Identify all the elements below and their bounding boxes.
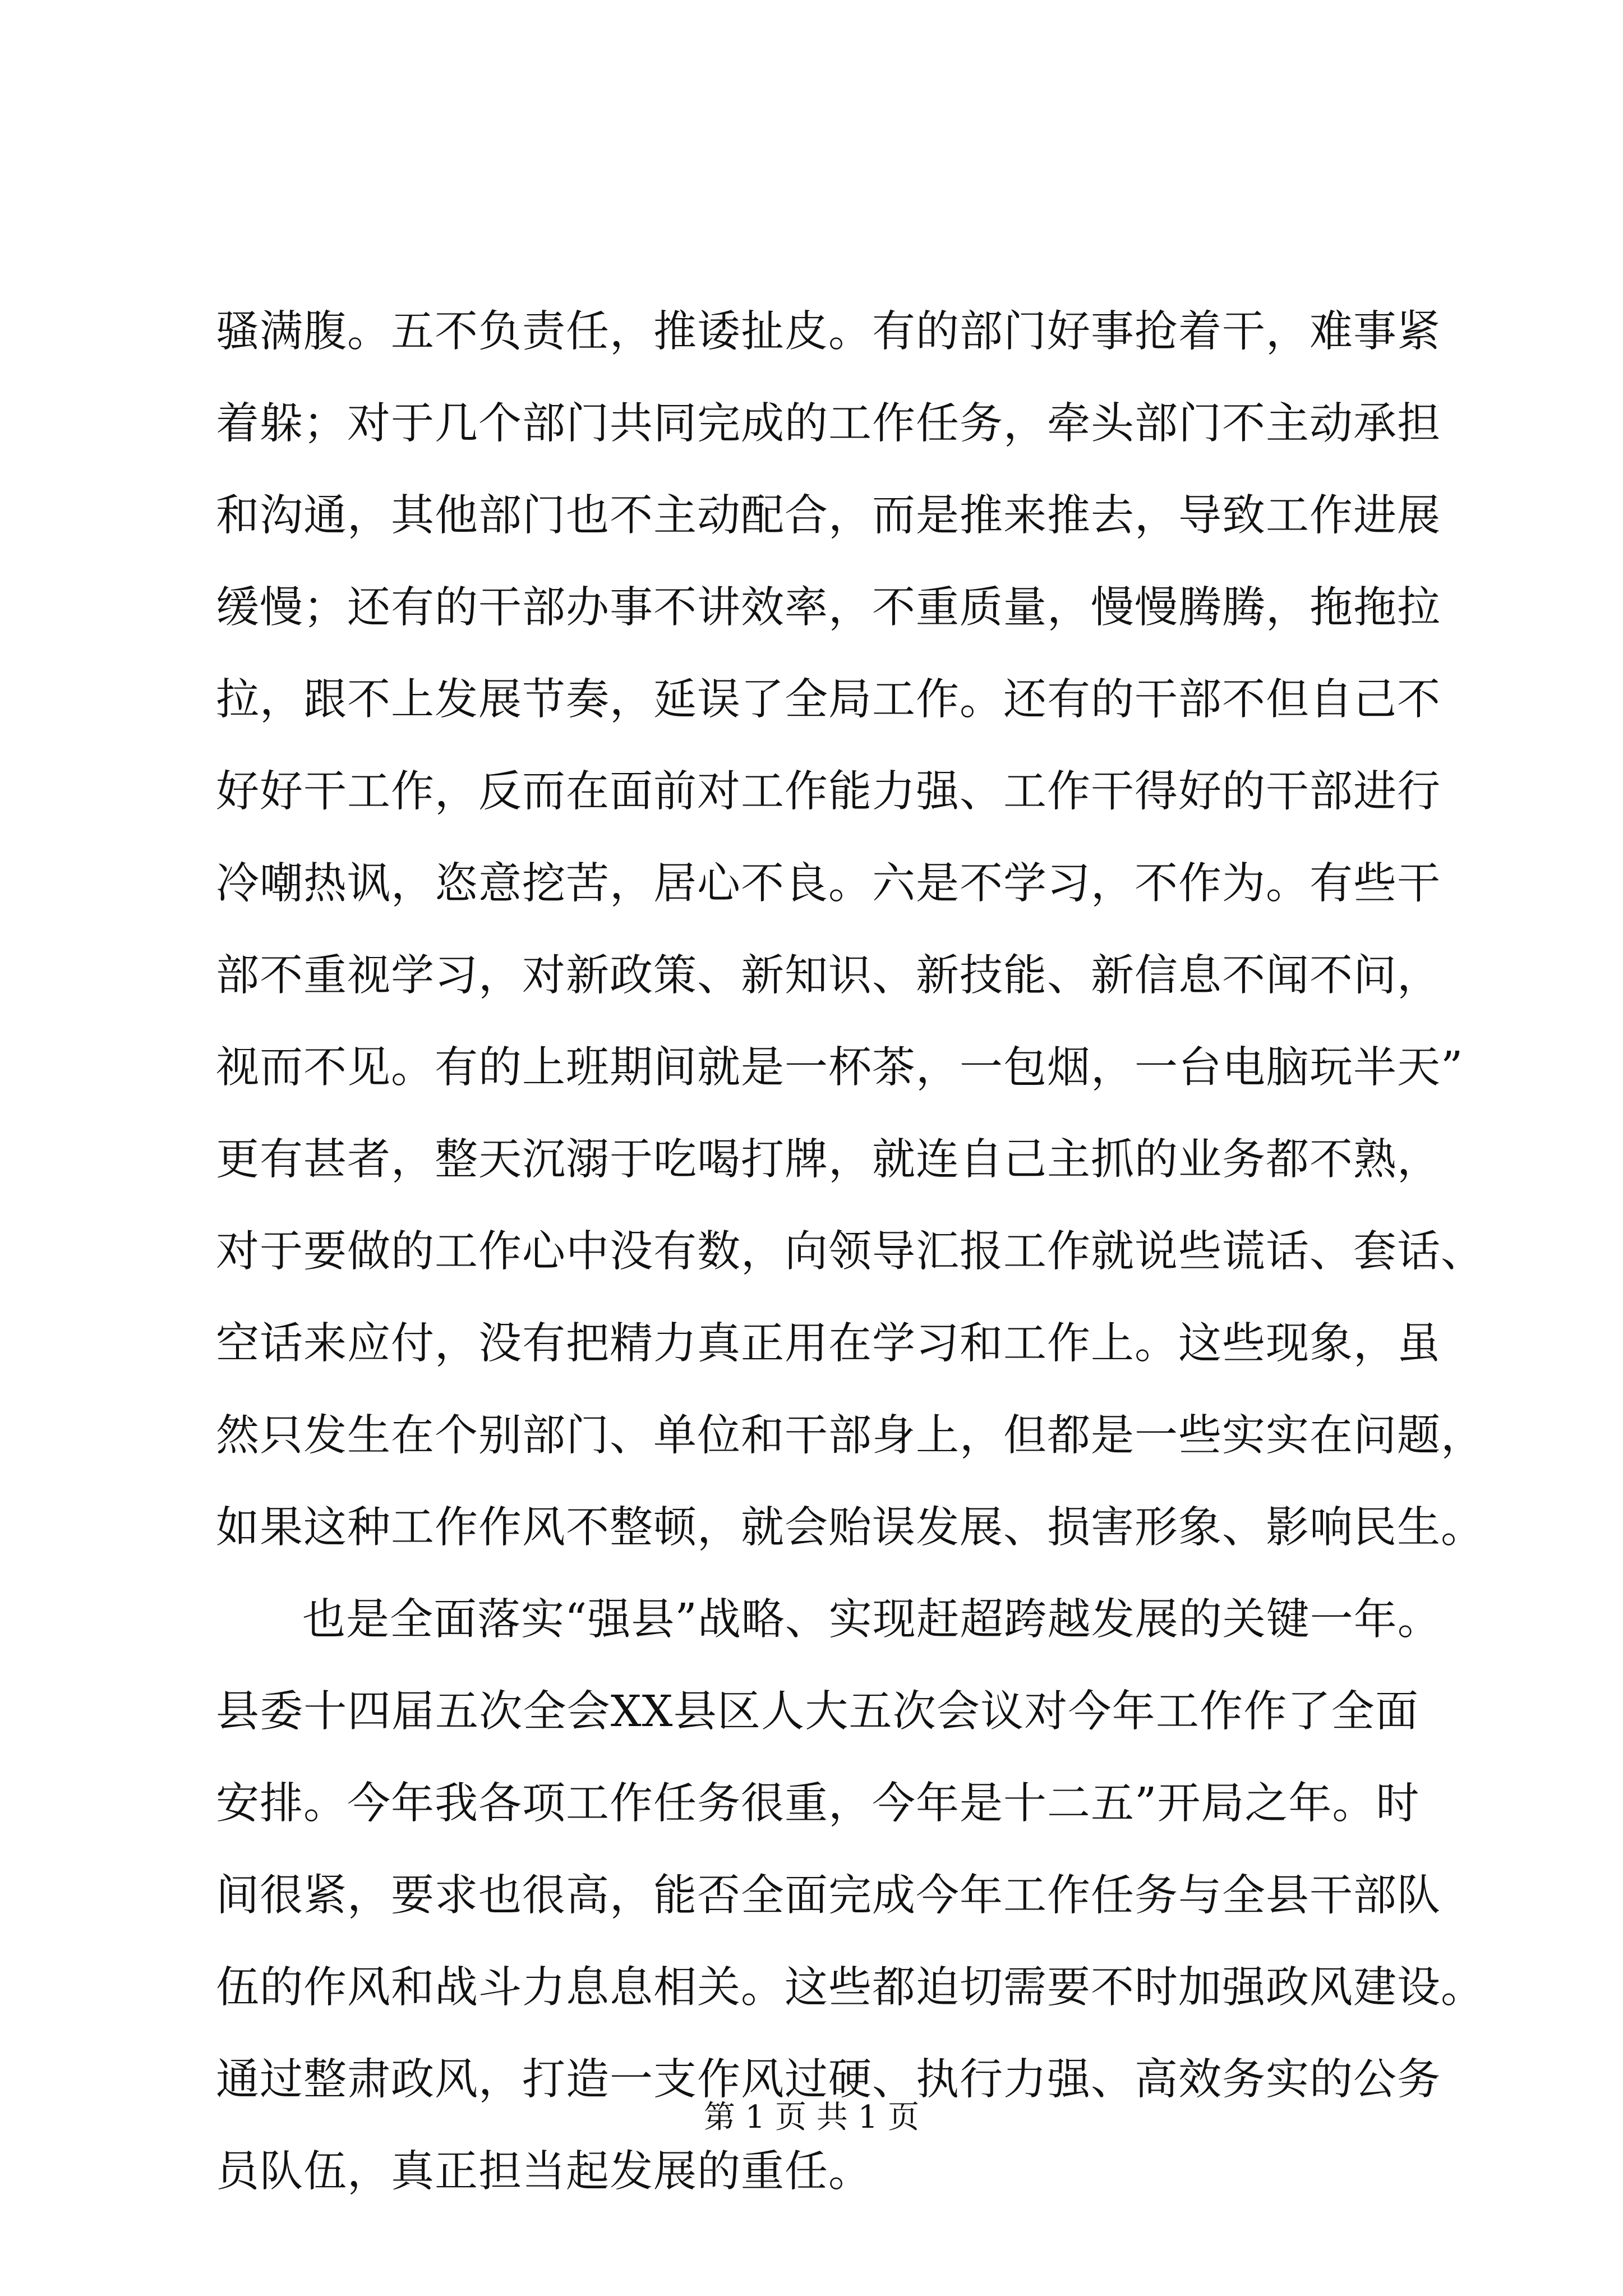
text-line: 视而不见。有的上班期间就是一杯茶，一包烟，一台电脑玩半天” xyxy=(216,1043,1464,1093)
text-line: 着躲；对于几个部门共同完成的工作任务，牵头部门不主动承担 xyxy=(216,399,1441,449)
text-line: 缓慢；还有的干部办事不讲效率，不重质量，慢慢腾腾，拖拖拉 xyxy=(216,583,1441,633)
text-line: 伍的作风和战斗力息息相关。这些都迫切需要不时加强政风建设。 xyxy=(216,1963,1484,2013)
text-line: 拉，跟不上发展节奏，延误了全局工作。还有的干部不但自己不 xyxy=(216,675,1441,725)
text-line: 间很紧，要求也很高，能否全面完成今年工作任务与全县干部队 xyxy=(216,1871,1441,1921)
text-line: 如果这种工作作风不整顿，就会贻误发展、损害形象、影响民生。 xyxy=(216,1503,1484,1553)
text-line: 冷嘲热讽，恣意挖苦，居心不良。六是不学习，不作为。有些干 xyxy=(216,859,1441,909)
text-line: 好好干工作，反而在面前对工作能力强、工作干得好的干部进行 xyxy=(216,767,1441,817)
text-line: 然只发生在个别部门、单位和干部身上，但都是一些实实在问题， xyxy=(216,1411,1484,1461)
text-line: 空话来应付，没有把精力真正用在学习和工作上。这些现象，虽 xyxy=(216,1319,1441,1369)
paragraph-first-line: 也是全面落实“强县”战略、实现赶超跨越发展的关键一年。 xyxy=(302,1595,1441,1645)
text-line: 县委十四届五次全会XX县区人大五次会议对今年工作作了全面 xyxy=(216,1687,1419,1737)
page-number-footer: 第 1 页 共 1 页 xyxy=(703,2099,920,2136)
text-line: 部不重视学习，对新政策、新知识、新技能、新信息不闻不问， xyxy=(216,951,1441,1001)
paragraph-last-line: 员队伍，真正担当起发展的重任。 xyxy=(216,2147,872,2197)
text-line: 对于要做的工作心中没有数，向领导汇报工作就说些谎话、套话、 xyxy=(216,1227,1484,1277)
body-text xyxy=(216,286,1484,2218)
text-line: 和沟通，其他部门也不主动配合，而是推来推去，导致工作进展 xyxy=(216,491,1441,541)
text-line: 通过整肃政风，打造一支作风过硬、执行力强、高效务实的公务 xyxy=(216,2055,1441,2105)
text-line: 更有甚者，整天沉溺于吃喝打牌，就连自己主抓的业务都不熟， xyxy=(216,1135,1441,1185)
text-line: 安排。今年我各项工作任务很重，今年是十二五”开局之年。时 xyxy=(216,1779,1420,1829)
text-line: 骚满腹。五不负责任，推诿扯皮。有的部门好事抢着干，难事紧 xyxy=(216,307,1441,357)
